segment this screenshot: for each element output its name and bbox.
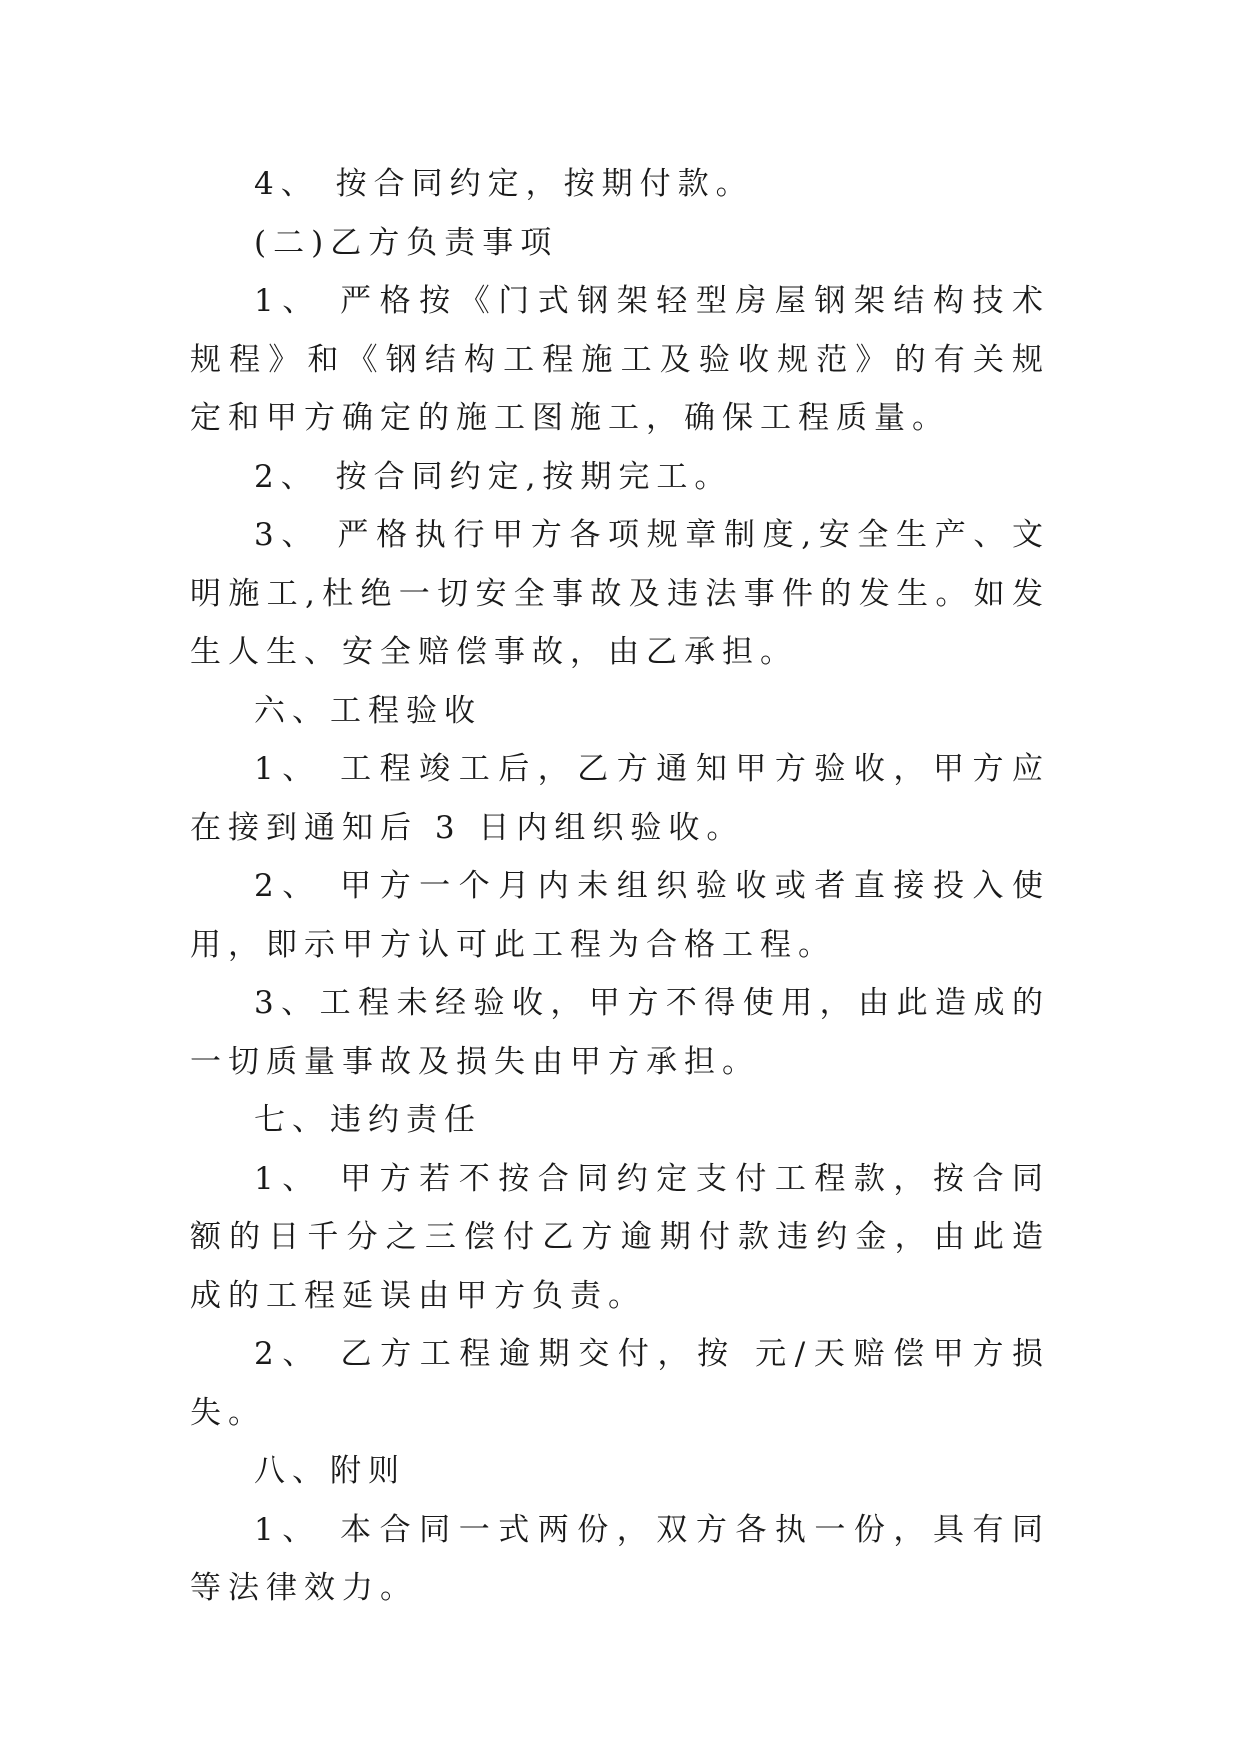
section-heading-liability: 七、违约责任: [254, 1102, 482, 1138]
liability-clause-2: 2、 乙方工程逾期交付，按 元/天赔偿甲方损失。: [190, 1336, 1050, 1431]
acceptance-clause-3: 3、工程未经验收，甲方不得使用，由此造成的一切质量事故及损失由甲方承担。: [190, 985, 1050, 1080]
section-heading-acceptance: 六、工程验收: [254, 692, 482, 729]
section-heading-supplementary: 八、附则: [254, 1453, 406, 1489]
supplementary-clause-1: 1、 本合同一式两份，双方各执一份，具有同等法律效力。: [190, 1511, 1050, 1606]
completion-clause: 2、 按合同约定,按期完工。: [254, 458, 733, 495]
document-body: [190, 155, 1050, 1618]
acceptance-clause-2: 2、 甲方一个月内未组织验收或者直接投入使用，即示甲方认可此工程为合格工程。: [190, 868, 1050, 963]
liability-clause-1: 1、 甲方若不按合同约定支付工程款，按合同额的日千分之三偿付乙方逾期付款违约金，由此造成的工程延误由甲方负责。: [190, 1160, 1050, 1314]
quality-clause: 1、 严格按《门式钢架轻型房屋钢架结构技术规程》和《钢结构工程施工及验收规范》的有关规定和甲方确定的施工图施工，确保工程质量。: [190, 283, 1050, 436]
section-heading-party-b: (二)乙方负责事项: [254, 224, 559, 261]
safety-clause: 3、 严格执行甲方各项规章制度,安全生产、文明施工,杜绝一切安全事故及违法事件的发生。如发生人生、安全赔偿事故，由乙承担。: [190, 517, 1050, 670]
acceptance-clause-1: 1、 工程竣工后，乙方通知甲方验收，甲方应在接到通知后 3 日内组织验收。: [190, 751, 1050, 846]
payment-clause: 4、 按合同约定，按期付款。: [254, 166, 754, 202]
